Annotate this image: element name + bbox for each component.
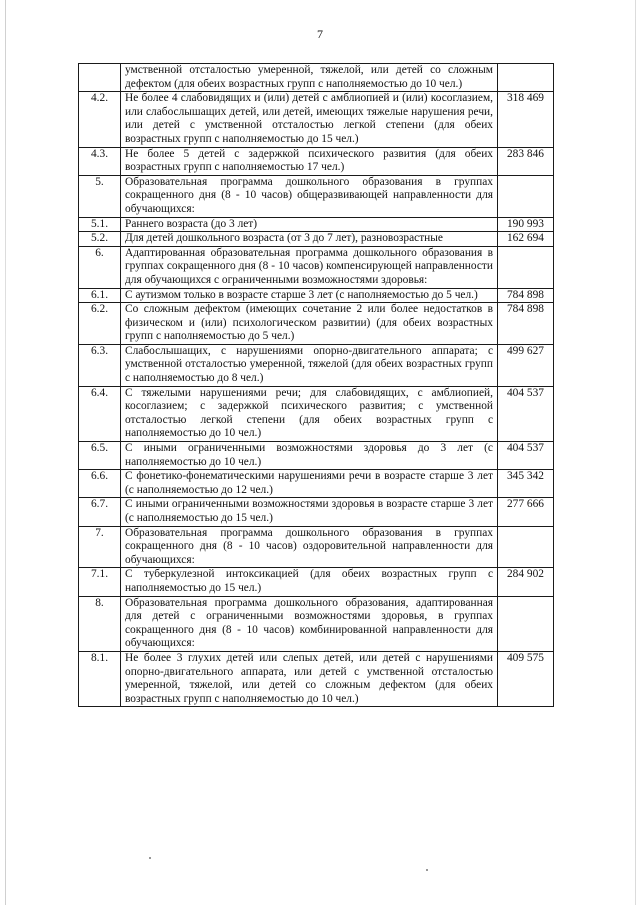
row-description-cell: С иными ограниченными возможностями здоровья в возрасте старше 3 лет (с наполняемостью до 15 чел.) xyxy=(121,498,498,526)
table-row xyxy=(79,92,554,147)
table-body xyxy=(79,64,554,707)
row-amount-cell: 162 694 xyxy=(498,232,554,247)
table-row xyxy=(79,470,554,498)
row-amount-cell: 190 993 xyxy=(498,217,554,232)
row-description-cell: С иными ограниченными возможностями здоровья до 3 лет (с наполняемостью до 10 чел.) xyxy=(121,442,498,470)
table-row xyxy=(79,246,554,288)
table-row xyxy=(79,64,554,92)
row-number-cell: 4.3. xyxy=(79,147,121,175)
table-row xyxy=(79,498,554,526)
scan-speck xyxy=(426,869,428,871)
page-edge-left xyxy=(5,0,6,905)
row-description-cell: С туберкулезной интоксикацией (для обеих возрастных групп с наполняемостью до 15 чел.) xyxy=(121,568,498,596)
table-row xyxy=(79,596,554,651)
row-amount-cell: 499 627 xyxy=(498,344,554,386)
row-amount-cell xyxy=(498,64,554,92)
table-row xyxy=(79,232,554,247)
table-row xyxy=(79,442,554,470)
row-number-cell: 5.2. xyxy=(79,232,121,247)
row-amount-cell: 784 898 xyxy=(498,288,554,303)
row-number-cell: 7.1. xyxy=(79,568,121,596)
row-number-cell: 6.5. xyxy=(79,442,121,470)
table-row xyxy=(79,303,554,345)
row-number-cell: 5.1. xyxy=(79,217,121,232)
row-number-cell: 6.1. xyxy=(79,288,121,303)
row-number-cell: 7. xyxy=(79,526,121,568)
page-edge-right xyxy=(635,0,636,905)
row-number-cell: 6.4. xyxy=(79,386,121,441)
row-amount-cell: 784 898 xyxy=(498,303,554,345)
table-row xyxy=(79,651,554,706)
row-number-cell xyxy=(79,64,121,92)
table-row xyxy=(79,288,554,303)
table-row xyxy=(79,568,554,596)
row-description-cell: С аутизмом только в возрасте старше 3 лет (с наполняемостью до 5 чел.) xyxy=(121,288,498,303)
row-amount-cell: 318 469 xyxy=(498,92,554,147)
table-row xyxy=(79,217,554,232)
row-amount-cell xyxy=(498,246,554,288)
row-number-cell: 8.1. xyxy=(79,651,121,706)
row-description-cell: Образовательная программа дошкольного образования в группах сокращенного дня (8 - 10 часов) оздоровительной направленности для обучающихся: xyxy=(121,526,498,568)
row-amount-cell xyxy=(498,596,554,651)
table-row xyxy=(79,175,554,217)
row-description-cell: Не более 4 слабовидящих и (или) детей с амблиопией и (или) косоглазием, или слабослышащих детей, или детей, имеющих тяжелые нарушения речи, или детей с умственной отсталостью легкой степени (для обеих возрастных групп с наполняемостью до 15 чел.) xyxy=(121,92,498,147)
table-row xyxy=(79,386,554,441)
table-row xyxy=(79,147,554,175)
row-description-cell: Не более 5 детей с задержкой психического развития (для обеих возрастных групп с наполняемостью 17 чел.) xyxy=(121,147,498,175)
row-number-cell: 4.2. xyxy=(79,92,121,147)
row-amount-cell: 284 902 xyxy=(498,568,554,596)
row-amount-cell: 345 342 xyxy=(498,470,554,498)
row-description-cell: Образовательная программа дошкольного образования, адаптированная для детей с ограниченными возможностями здоровья, в группах сокращенного дня (8 - 10 часов) комбинированной направленности для обучающихся: xyxy=(121,596,498,651)
scan-speck xyxy=(149,857,151,859)
table-row xyxy=(79,526,554,568)
row-number-cell: 6.3. xyxy=(79,344,121,386)
page-number: 7 xyxy=(317,27,323,41)
row-description-cell: умственной отсталостью умеренной, тяжелой, или детей со сложным дефектом (для обеих возрастных групп с наполняемостью до 10 чел.) xyxy=(121,64,498,92)
row-amount-cell: 283 846 xyxy=(498,147,554,175)
row-description-cell: Не более 3 глухих детей или слепых детей, или детей с нарушениями опорно-двигательного аппарата, или детей с умственной отсталостью умеренной, тяжелой, или детей со сложным дефектом (для обеих возрастных групп с наполняемостью до 10 чел.) xyxy=(121,651,498,706)
row-description-cell: Слабослышащих, с нарушениями опорно-двигательного аппарата; с умственной отсталостью умеренной, тяжелой (для обеих возрастных групп с наполняемостью до 8 чел.) xyxy=(121,344,498,386)
row-description-cell: Образовательная программа дошкольного образования в группах сокращенного дня (8 - 10 часов) общеразвивающей направленности для обучающихся: xyxy=(121,175,498,217)
row-amount-cell: 404 537 xyxy=(498,442,554,470)
row-description-cell: С тяжелыми нарушениями речи; для слабовидящих, с амблиопией, косоглазием; с задержкой психического развития; с умственной отсталостью легкой степени (для обеих возрастных групп с наполняемостью до 10 чел.) xyxy=(121,386,498,441)
row-description-cell: Адаптированная образовательная программа дошкольного образования в группах сокращенного дня (8 - 10 часов) компенсирующей направленности для обучающихся с ограниченными возможностями здоровья: xyxy=(121,246,498,288)
row-number-cell: 6.2. xyxy=(79,303,121,345)
row-description-cell: Со сложным дефектом (имеющих сочетание 2 или более недостатков в физическом и (или) психологическом развитии) (для обеих возрастных групп с наполняемостью до 5 чел.) xyxy=(121,303,498,345)
row-number-cell: 6.6. xyxy=(79,470,121,498)
row-description-cell: Раннего возраста (до 3 лет) xyxy=(121,217,498,232)
table-row xyxy=(79,344,554,386)
row-description-cell: Для детей дошкольного возраста (от 3 до 7 лет), разновозрастные xyxy=(121,232,498,247)
row-number-cell: 5. xyxy=(79,175,121,217)
row-number-cell: 6. xyxy=(79,246,121,288)
row-number-cell: 8. xyxy=(79,596,121,651)
tariff-table xyxy=(78,63,554,707)
row-amount-cell: 404 537 xyxy=(498,386,554,441)
row-amount-cell xyxy=(498,526,554,568)
row-description-cell: С фонетико-фонематическими нарушениями речи в возрасте старше 3 лет (с наполняемостью до 12 чел.) xyxy=(121,470,498,498)
row-amount-cell: 277 666 xyxy=(498,498,554,526)
row-amount-cell xyxy=(498,175,554,217)
row-amount-cell: 409 575 xyxy=(498,651,554,706)
row-number-cell: 6.7. xyxy=(79,498,121,526)
